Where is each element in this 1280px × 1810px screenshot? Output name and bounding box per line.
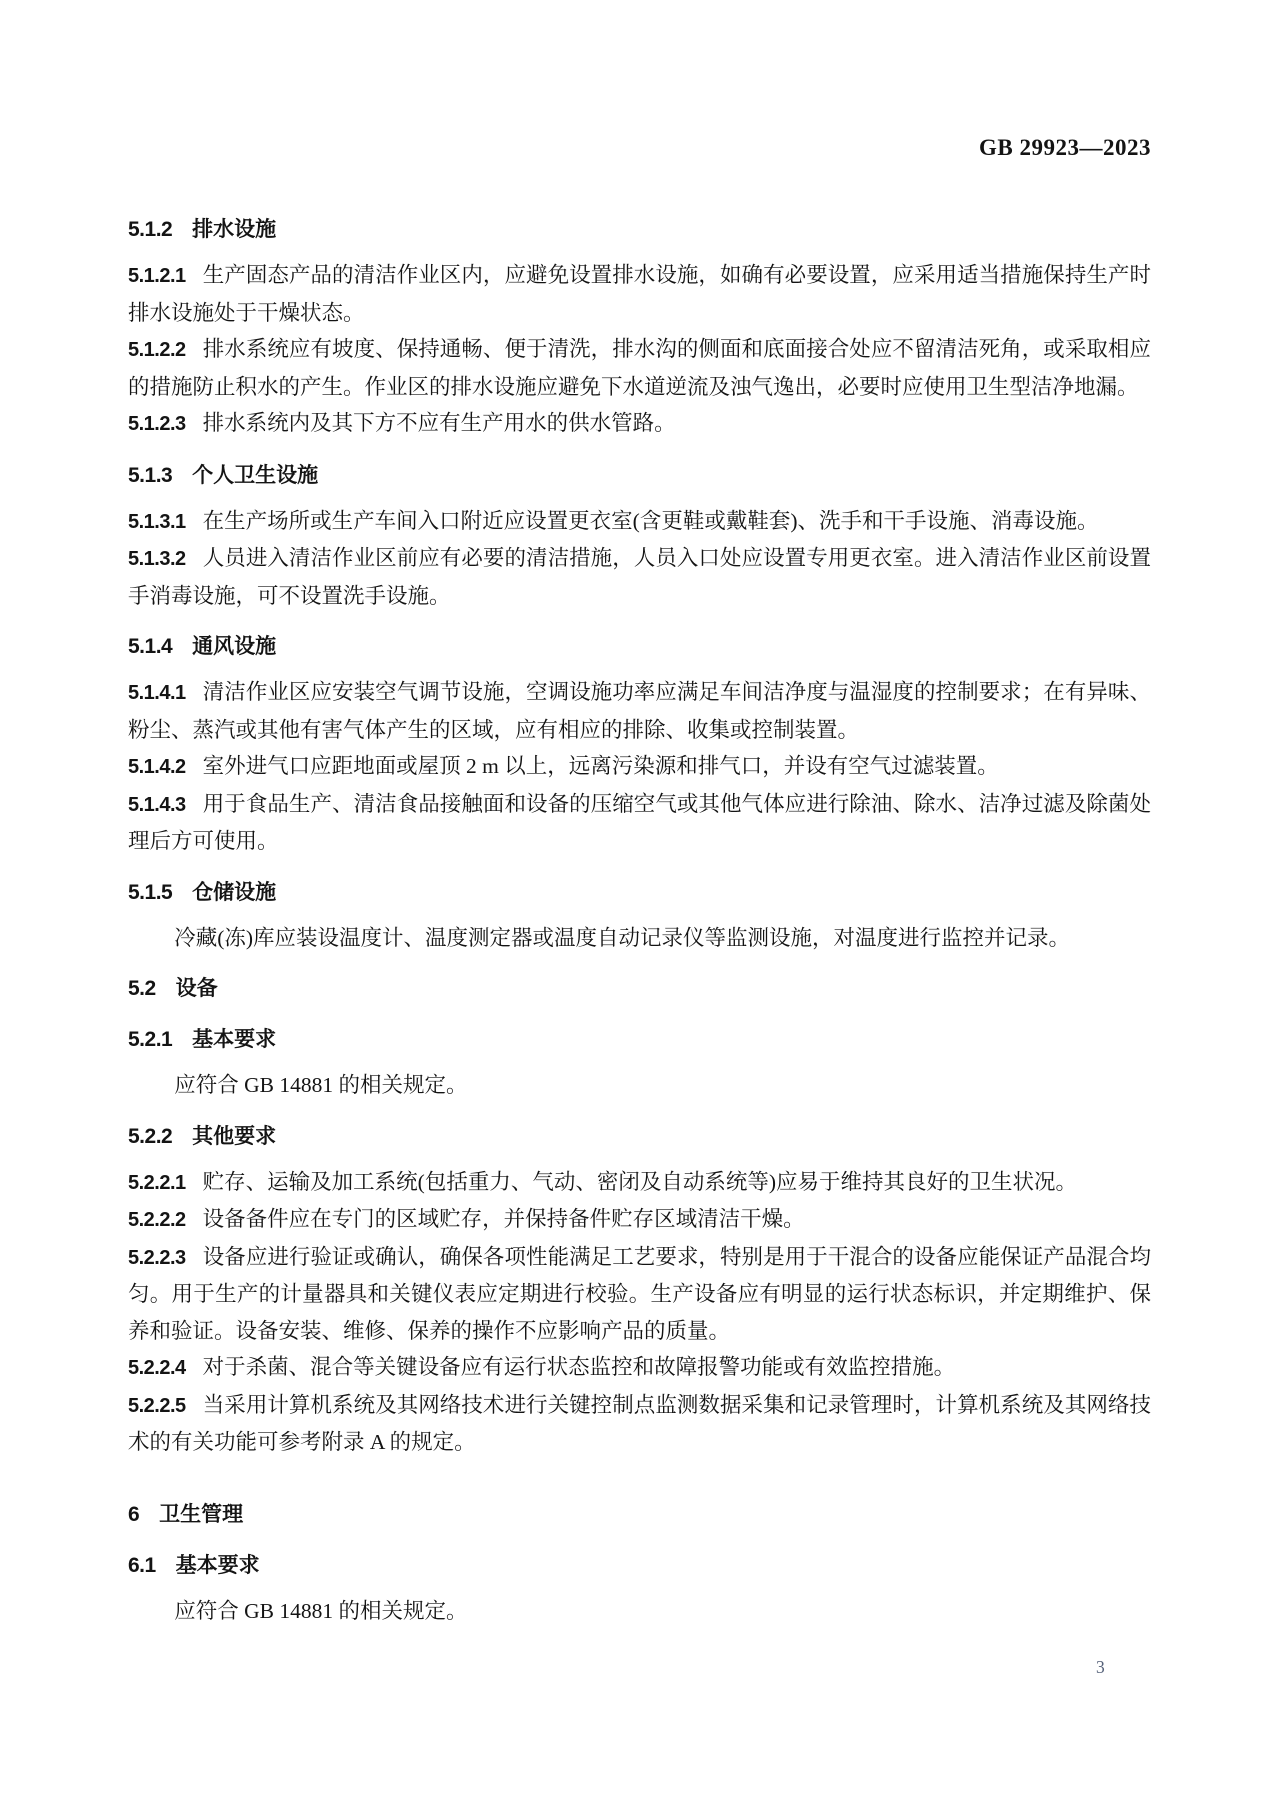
clause-number: 5.2.2.5 <box>128 1394 186 1417</box>
section-heading <box>128 212 1151 248</box>
page-content <box>128 134 1151 1629</box>
section-number: 5.1.3 <box>128 463 173 487</box>
clause-number: 5.1.2.3 <box>128 413 186 435</box>
clause-paragraph <box>128 674 1151 748</box>
clause-text: 室外进气口应距地面或屋顶 2 m 以上，远离污染源和排气口，并设有空气过滤装置。 <box>202 754 999 778</box>
clause-number: 5.1.3.2 <box>128 548 186 570</box>
clause-number: 5.2.2.2 <box>128 1209 186 1231</box>
clause-paragraph <box>128 257 1151 331</box>
body-paragraph: 应符合 GB 14881 的相关规定。 <box>174 1598 468 1623</box>
body-paragraph: 应符合 GB 14881 的相关规定。 <box>174 1073 468 1097</box>
clause-paragraph <box>128 1239 1151 1350</box>
clause-text: 贮存、运输及加工系统(包括重力、气动、密闭及自动系统等)应易于维持其良好的卫生状况。 <box>202 1169 1077 1194</box>
section-heading <box>128 1548 1151 1584</box>
clause-number: 5.1.4.2 <box>128 756 186 778</box>
clause-text: 生产固态产品的清洁作业区内，应避免设置排水设施，如确有必要设置，应采用适当措施保持生产时排水设施处于干燥状态。 <box>128 263 1151 325</box>
section-heading <box>128 458 1151 494</box>
clause-paragraph <box>128 540 1151 614</box>
clause-text: 在生产场所或生产车间入口附近应设置更衣室(含更鞋或戴鞋套)、洗手和干手设施、消毒设施。 <box>202 508 1099 533</box>
section-number: 5.2 <box>128 977 156 1000</box>
document-body <box>128 212 1151 1629</box>
section-title: 基本要求 <box>175 1553 260 1577</box>
section-number: 5.2.1 <box>128 1028 173 1051</box>
section-title: 个人卫生设施 <box>192 463 319 487</box>
section-heading <box>128 1022 1151 1058</box>
clause-paragraph <box>128 503 1151 541</box>
chapter-number: 6 <box>128 1502 140 1526</box>
section-number: 5.2.2 <box>128 1124 173 1148</box>
clause-text: 设备备件应在专门的区域贮存，并保持备件贮存区域清洁干燥。 <box>202 1207 805 1231</box>
section-title: 通风设施 <box>192 635 277 658</box>
clause-text: 排水系统内及其下方不应有生产用水的供水管路。 <box>202 411 676 435</box>
section-title: 设备 <box>175 977 218 1000</box>
clause-text: 设备应进行验证或确认，确保各项性能满足工艺要求，特别是用于干混合的设备应能保证产品混合均匀。用于生产的计量器具和关键仪表应定期进行校验。生产设备应有明显的运行状态标识，并定期维护、保养和验证。设备安装、维修、保养的操作不应影响产品的质量。 <box>128 1244 1151 1343</box>
clause-number: 5.1.4.3 <box>128 793 186 816</box>
clause-paragraph <box>128 331 1151 405</box>
section-title: 基本要求 <box>192 1028 277 1051</box>
clause-text: 对于杀菌、混合等关键设备应有运行状态监控和故障报警功能或有效监控措施。 <box>202 1355 956 1379</box>
clause-paragraph <box>128 1349 1151 1387</box>
clause-number: 5.1.2.1 <box>128 265 186 287</box>
clause-text: 人员进入清洁作业区前应有必要的清洁措施，人员入口处应设置专用更衣室。进入清洁作业区前设置手消毒设施，可不设置洗手设施。 <box>128 546 1151 608</box>
section-number: 5.1.5 <box>128 880 173 904</box>
clause-paragraph <box>128 405 1151 443</box>
clause-text: 用于食品生产、清洁食品接触面和设备的压缩空气或其他气体应进行除油、除水、洁净过滤及除菌处理后方可使用。 <box>128 791 1151 853</box>
chapter-heading <box>128 1497 1151 1533</box>
clause-paragraph <box>128 1201 1151 1239</box>
section-heading <box>128 971 1151 1007</box>
clause-number: 5.2.2.4 <box>128 1357 186 1379</box>
body-paragraph: 冷藏(冻)库应装设温度计、温度测定器或温度自动记录仪等监测设施，对温度进行监控并记录。 <box>174 925 1071 950</box>
standard-number-header: GB 29923—2023 <box>979 135 1151 160</box>
clause-paragraph <box>128 786 1151 860</box>
section-heading <box>128 1119 1151 1155</box>
section-heading <box>128 875 1151 911</box>
section-title: 排水设施 <box>192 218 277 241</box>
page-number: 3 <box>1096 1657 1105 1677</box>
clause-paragraph <box>128 1387 1151 1461</box>
clause-text: 清洁作业区应安装空气调节设施，空调设施功率应满足车间洁净度与温湿度的控制要求；在有异味、粉尘、蒸汽或其他有害气体产生的区域，应有相应的排除、收集或控制装置。 <box>128 680 1151 742</box>
clause-number: 5.1.2.2 <box>128 339 186 361</box>
clause-paragraph <box>128 748 1151 786</box>
section-title: 仓储设施 <box>192 880 277 904</box>
clause-text: 当采用计算机系统及其网络技术进行关键控制点监测数据采集和记录管理时，计算机系统及其网络技术的有关功能可参考附录 A 的规定。 <box>128 1392 1151 1454</box>
clause-number: 5.2.2.3 <box>128 1246 186 1269</box>
clause-number: 5.1.4.1 <box>128 682 186 704</box>
clause-paragraph <box>128 1164 1151 1202</box>
section-number: 5.1.2 <box>128 218 173 241</box>
clause-number: 5.2.2.1 <box>128 1171 186 1194</box>
section-number: 5.1.4 <box>128 635 173 658</box>
clause-number: 5.1.3.1 <box>128 510 186 533</box>
section-heading <box>128 629 1151 665</box>
section-number: 6.1 <box>128 1553 156 1577</box>
section-title: 其他要求 <box>192 1124 277 1148</box>
chapter-title: 卫生管理 <box>159 1502 244 1526</box>
clause-text: 排水系统应有坡度、保持通畅、便于清洗，排水沟的侧面和底面接合处应不留清洁死角，或采取相应的措施防止积水的产生。作业区的排水设施应避免下水道逆流及浊气逸出，必要时应使用卫生型洁净地漏。 <box>128 337 1151 399</box>
